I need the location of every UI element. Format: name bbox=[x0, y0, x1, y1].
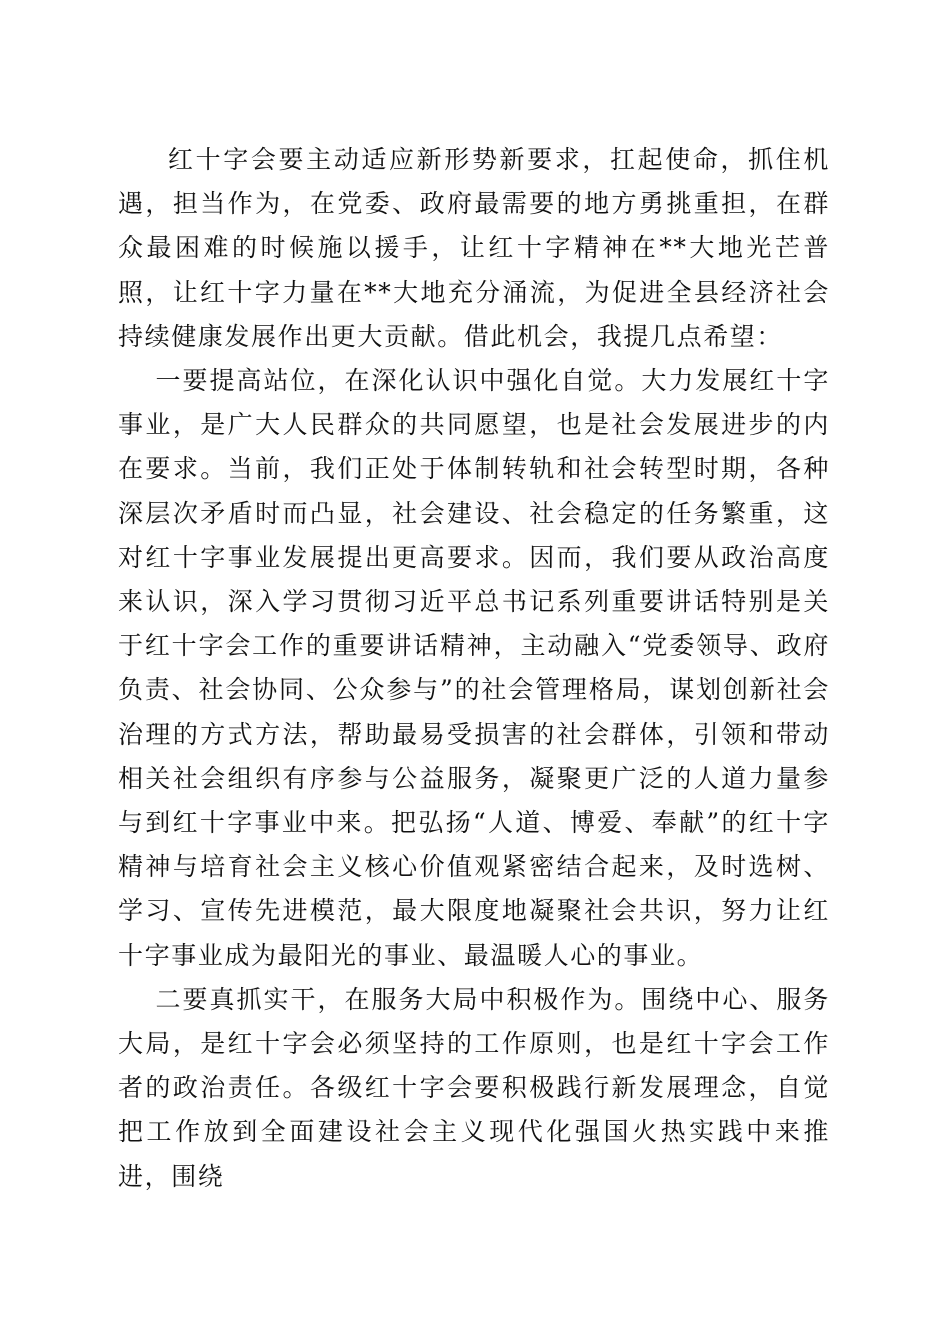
paragraph-point-one: 一要提高站位，在深化认识中强化自觉。大力发展红十字事业，是广大人民群众的共同愿望，也是社会发展进步的内在要求。当前，我们正处于体制转轨和社会转型时期，各种深层次矛盾时而凸显，社会建设、社会稳定的任务繁重，这对红十字事业发展提出更高要求。因而，我们要从政治高度来认识，深入学习贯彻习近平总书记系列重要讲话特别是关于红十字会工作的重要讲话精神，主动融入“党委领导、政府负责、社会协同、公众参与”的社会管理格局，谋划创新社会治理的方式方法，帮助最易受损害的社会群体，引领和带动相关社会组织有序参与公益服务，凝聚更广泛的人道力量参与到红十字事业中来。把弘扬“人道、博爱、奉献”的红十字精神与培育社会主义核心价值观紧密结合起来，及时选树、学习、宣传先进模范，最大限度地凝聚社会共识，努力让红十字事业成为最阳光的事业、最温暖人心的事业。 bbox=[118, 366, 830, 970]
paragraph-point-two: 二要真抓实干，在服务大局中积极作为。围绕中心、服务大局，是红十字会必须坚持的工作原则，也是红十字会工作者的政治责任。各级红十字会要积极践行新发展理念，自觉把工作放到全面建设社会主义现代化强国火热实践中来推进，围绕 bbox=[118, 984, 830, 1191]
document-body bbox=[118, 138, 830, 1199]
paragraph-intro: 红十字会要主动适应新形势新要求，扛起使命，抓住机遇，担当作为，在党委、政府最需要的地方勇挑重担，在群众最困难的时候施以援手，让红十字精神在**大地光芒普照，让红十字力量在**大地充分涌流，为促进全县经济社会持续健康发展作出更大贡献。借此机会，我提几点希望： bbox=[118, 145, 830, 351]
